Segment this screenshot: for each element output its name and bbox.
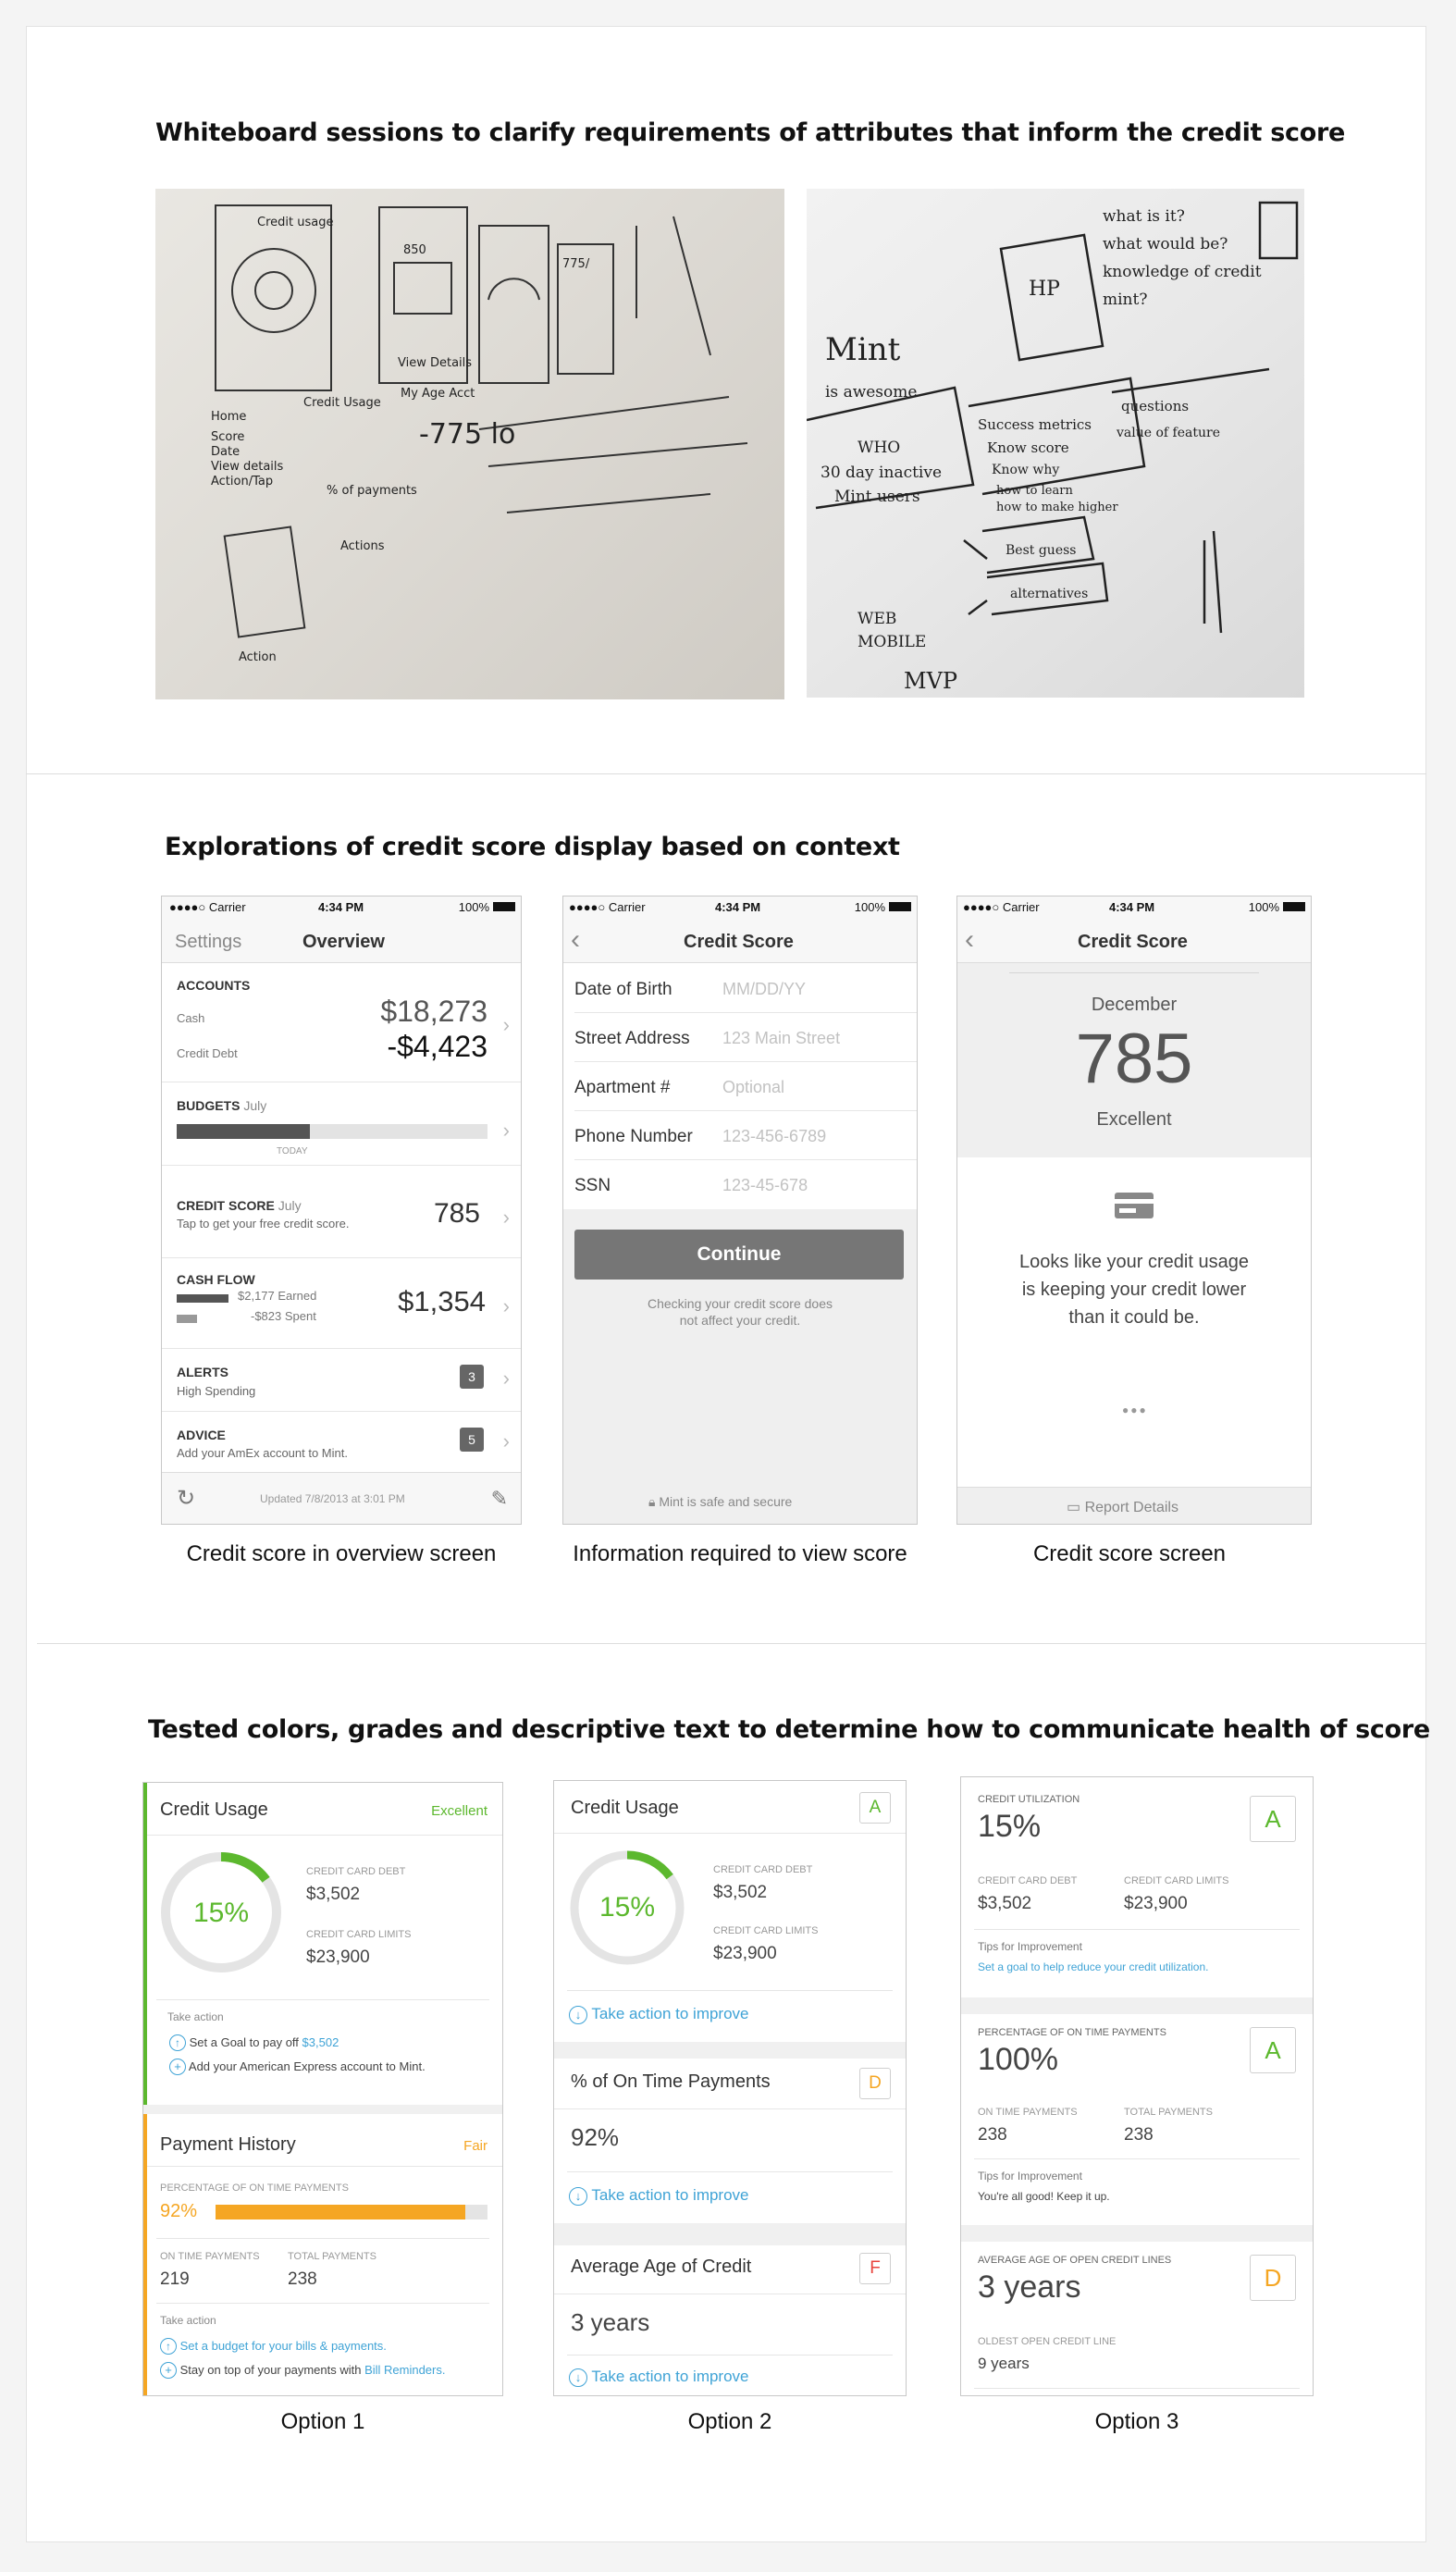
- sketch-dial-inner-1: [255, 272, 292, 309]
- divider: [162, 1348, 521, 1349]
- wb2-note-14: how to make higher: [996, 501, 1118, 514]
- alerts-badge[interactable]: 3: [460, 1365, 484, 1389]
- sketch-phone-3: [479, 226, 549, 383]
- status-bar: [563, 896, 917, 917]
- o3-limit-label: CREDIT CARD LIMITS: [1124, 1875, 1229, 1886]
- score-message: [957, 1248, 1311, 1331]
- status-carrier: ●●●●○ Carrier: [963, 900, 1040, 914]
- caption-option-3: Option 3: [1094, 2409, 1179, 2434]
- advice-title: ADVICE: [177, 1428, 226, 1442]
- wb2-note-1: what is it?: [1103, 207, 1185, 226]
- phone-overview: [161, 896, 522, 1525]
- o1-action-2[interactable]: [169, 2059, 426, 2075]
- secure-text: Mint is safe and secure: [659, 1494, 793, 1509]
- o2-action-3[interactable]: [569, 2368, 749, 2387]
- section-divider-2: [37, 1643, 1426, 1644]
- divider: [574, 1012, 917, 1013]
- usage-accent-bar: [143, 1783, 147, 2112]
- advice-badge[interactable]: 5: [460, 1428, 484, 1452]
- o2-otp-value: 92%: [571, 2123, 620, 2151]
- status-time: 4:34 PM: [1109, 900, 1155, 914]
- o3-otp-label: ON TIME PAYMENTS: [978, 2107, 1078, 2118]
- section1-heading: Whiteboard sessions to clarify requirements of attributes that inform the credit score: [155, 118, 1346, 147]
- cf-spent: -$823 Spent: [251, 1309, 316, 1323]
- chevron-right-icon[interactable]: ›: [502, 1294, 510, 1317]
- divider: [567, 1990, 893, 1991]
- o1-limit-label: CREDIT CARD LIMITS: [306, 1929, 412, 1940]
- section-gap: [961, 2225, 1313, 2242]
- divider: [974, 1929, 1300, 1930]
- nav-title: Credit Score: [684, 932, 794, 952]
- phone-credit-form: [562, 896, 918, 1525]
- status-carrier: ●●●●○ Carrier: [169, 900, 246, 914]
- credit-score-row[interactable]: [177, 1198, 302, 1213]
- whiteboard-sketch-1: [155, 189, 784, 699]
- document-icon: ▭: [1067, 1500, 1081, 1515]
- wb1-note-4: Home: [211, 410, 247, 424]
- dob-input[interactable]: MM/DD/YY: [722, 980, 806, 998]
- o1-otp-value: 219: [160, 2269, 190, 2289]
- back-chevron-icon[interactable]: ‹: [965, 924, 974, 955]
- divider: [156, 2238, 489, 2239]
- accounts-title: ACCOUNTS: [177, 978, 251, 993]
- wb1-note-5: Score: [211, 430, 245, 444]
- battery-icon: [889, 902, 911, 911]
- o3-tp-value: 238: [1124, 2125, 1154, 2145]
- sketch-lines: [479, 397, 747, 513]
- o2-action-1-label: Take action to improve: [591, 2005, 749, 2022]
- status-carrier: ●●●●○ Carrier: [569, 900, 646, 914]
- sketch-vertical: [1204, 531, 1221, 633]
- budgets-row[interactable]: [177, 1098, 266, 1113]
- advice-sub: Add your AmEx account to Mint.: [177, 1446, 348, 1460]
- score-rating: Excellent: [1096, 1109, 1172, 1130]
- section-gap: [554, 2223, 906, 2245]
- cash-value: $18,273: [380, 995, 487, 1028]
- cs-value: 785: [433, 1198, 480, 1229]
- o2-age-value: 3 years: [571, 2308, 650, 2336]
- o1-take-action-2: Take action: [160, 2314, 216, 2327]
- o3-tips-2: You're all good! Keep it up.: [978, 2190, 1110, 2203]
- wb2-note-5: Mint: [825, 331, 901, 368]
- form-note-1: Checking your credit score does: [648, 1296, 833, 1311]
- street-label: Street Address: [574, 1029, 690, 1048]
- wb1-note-9: Credit Usage: [303, 396, 381, 410]
- o1-take-action: Take action: [167, 2010, 224, 2023]
- report-details-link[interactable]: [1067, 1498, 1178, 1516]
- phone-label: Phone Number: [574, 1127, 693, 1146]
- o3-otp-value: 238: [978, 2125, 1007, 2145]
- o1-b2-link[interactable]: Bill Reminders.: [364, 2363, 446, 2377]
- status-bar: [957, 896, 1311, 917]
- divider: [162, 1165, 521, 1166]
- lock-icon: 🔒︎: [648, 1494, 656, 1509]
- ssn-input[interactable]: 123-45-678: [722, 1176, 808, 1194]
- o1-action-3[interactable]: [160, 2338, 387, 2355]
- secure-row: [648, 1494, 792, 1510]
- form-note-2: not affect your credit.: [679, 1313, 801, 1328]
- wb2-note-8: 30 day inactive: [821, 464, 943, 482]
- divider: [567, 2355, 893, 2356]
- battery-icon: [1283, 902, 1305, 911]
- sketch-phone-5: [225, 527, 305, 637]
- wb1-note-2: 850: [403, 243, 426, 257]
- wb2-note-9: Mint users: [834, 488, 920, 506]
- divider: [156, 2303, 489, 2304]
- section-divider-1: [26, 773, 1426, 774]
- o2-action-2[interactable]: [569, 2186, 749, 2206]
- wb1-note-6: Date: [211, 445, 241, 459]
- arrow-up-icon: ↑: [160, 2338, 177, 2355]
- o1-cu-pct: 15%: [192, 1898, 250, 1928]
- updated-text: Updated 7/8/2013 at 3:01 PM: [260, 1492, 405, 1505]
- option2-panel: [553, 1780, 907, 2396]
- o1-tp-label: TOTAL PAYMENTS: [288, 2251, 376, 2262]
- o3-util-grade: A: [1250, 1796, 1296, 1842]
- caption-overview: Credit score in overview screen: [186, 1541, 497, 1566]
- sketch-gauge-3: [488, 278, 539, 300]
- o3-old-value: 9 years: [978, 2355, 1030, 2372]
- wb1-note-8: Action/Tap: [211, 475, 274, 488]
- wb2-note-16: value of feature: [1117, 426, 1220, 440]
- cf-earned: $2,177 Earned: [238, 1289, 317, 1303]
- divider: [162, 1257, 521, 1258]
- wb1-note-7: View details: [211, 460, 284, 474]
- section2-heading: Explorations of credit score display based on context: [165, 833, 900, 861]
- chevron-right-icon[interactable]: ›: [502, 1013, 510, 1036]
- o1-ph-title: Payment History: [160, 2134, 296, 2155]
- status-battery: 100%: [854, 900, 885, 914]
- page-indicator[interactable]: ●●●: [1122, 1403, 1148, 1416]
- nav-title: Credit Score: [1078, 932, 1188, 952]
- wb2-note-15: questions: [1121, 398, 1190, 414]
- divider: [156, 1999, 489, 2000]
- earned-bar: [177, 1294, 228, 1303]
- o3-pct-grade: A: [1250, 2027, 1296, 2073]
- phone-input[interactable]: 123-456-6789: [722, 1127, 827, 1145]
- status-time: 4:34 PM: [318, 900, 364, 914]
- o3-util-value: 15%: [978, 1809, 1042, 1844]
- budgets-month: July: [243, 1098, 267, 1113]
- payment-accent-bar: [143, 2114, 147, 2396]
- o1-cu-rating: Excellent: [431, 1803, 487, 1819]
- o2-cu-title: Credit Usage: [571, 1798, 679, 1818]
- o1-debt-value: $3,502: [306, 1885, 361, 1904]
- o1-ph-rating: Fair: [463, 2138, 487, 2154]
- cs-title: CREDIT SCORE: [177, 1198, 275, 1213]
- battery-icon: [493, 902, 515, 911]
- budgets-title: BUDGETS: [177, 1098, 241, 1113]
- o1-pct-value: 92%: [160, 2201, 198, 2221]
- wb1-note-12: -775 lo: [419, 418, 516, 451]
- cs-subtitle: Tap to get your free credit score.: [177, 1217, 350, 1230]
- section-gap: [961, 1997, 1313, 2014]
- divider: [574, 1110, 917, 1111]
- o3-old-label: OLDEST OPEN CREDIT LINE: [978, 2336, 1117, 2347]
- o3-tips-1[interactable]: [978, 1960, 1208, 1973]
- sketch-lines-2: [636, 216, 710, 355]
- refresh-icon[interactable]: ↻: [177, 1486, 196, 1511]
- o1-tp-value: 238: [288, 2269, 317, 2289]
- wb1-note-14: Actions: [340, 539, 385, 553]
- caption-form: Information required to view score: [573, 1541, 907, 1566]
- o3-debt-value: $3,502: [978, 1894, 1032, 1913]
- o3-tips-label: Tips for Improvement: [978, 1940, 1082, 1953]
- o1-debt-label: CREDIT CARD DEBT: [306, 1866, 406, 1877]
- o2-otp-title: % of On Time Payments: [571, 2071, 771, 2092]
- divider: [147, 2166, 502, 2167]
- o2-age-grade: F: [859, 2253, 891, 2284]
- form-fields: [563, 963, 917, 1209]
- status-battery: 100%: [1248, 900, 1279, 914]
- chevron-right-icon[interactable]: ›: [502, 1429, 510, 1453]
- debt-label: Credit Debt: [177, 1046, 238, 1060]
- o1-limit-value: $23,900: [306, 1948, 370, 1967]
- o2-limit-value: $23,900: [713, 1944, 777, 1963]
- o2-action-1[interactable]: [569, 2005, 749, 2024]
- sketch-dial-1: [232, 249, 315, 332]
- o3-age-label: AVERAGE AGE OF OPEN CREDIT LINES: [978, 2255, 1172, 2266]
- o2-age-title: Average Age of Credit: [571, 2257, 752, 2277]
- back-chevron-icon[interactable]: ‹: [571, 924, 580, 955]
- wb2-note-21: alternatives: [1010, 587, 1089, 601]
- report-details-label: Report Details: [1084, 1500, 1178, 1515]
- wb2-note-10: Success metrics: [978, 416, 1092, 433]
- dob-label: Date of Birth: [574, 980, 672, 999]
- sketch-box-2: [394, 263, 451, 314]
- o2-limit-label: CREDIT CARD LIMITS: [713, 1925, 819, 1936]
- o3-tp-label: TOTAL PAYMENTS: [1124, 2107, 1213, 2118]
- divider: [554, 1833, 906, 1834]
- wb1-note-15: Action: [239, 650, 277, 664]
- o3-age-value: 3 years: [978, 2269, 1081, 2305]
- o1-a2-text: Add your American Express account to Mint.: [188, 2059, 426, 2073]
- divider: [974, 2388, 1300, 2389]
- divider: [162, 1411, 521, 1412]
- arrow-down-icon: ↓: [569, 2187, 587, 2206]
- status-bar: [162, 896, 521, 917]
- sketch-corner-box: [1260, 203, 1297, 258]
- alerts-title: ALERTS: [177, 1365, 228, 1379]
- wb2-note-18: MOBILE: [858, 633, 927, 651]
- o3-pct-label: PERCENTAGE OF ON TIME PAYMENTS: [978, 2027, 1166, 2038]
- sketch-connectors: [964, 540, 987, 614]
- cf-value: $1,354: [398, 1285, 486, 1317]
- wb2-note-11: Know score: [987, 439, 1069, 456]
- divider: [147, 1835, 502, 1836]
- budget-bar: [177, 1124, 487, 1139]
- wb2-note-6: is awesome: [825, 383, 918, 402]
- chevron-right-icon[interactable]: ›: [502, 1119, 510, 1142]
- o1-payment-bar: [216, 2205, 487, 2220]
- o1-a1-link[interactable]: $3,502: [302, 2035, 339, 2049]
- o1-payment-bar-fill: [216, 2205, 465, 2220]
- whiteboard-photo-1: [155, 189, 784, 699]
- wb2-note-17: WEB: [858, 610, 897, 628]
- wb1-note-1: Credit usage: [257, 216, 334, 229]
- o1-pct-label: PERCENTAGE OF ON TIME PAYMENTS: [160, 2182, 349, 2194]
- apt-input[interactable]: Optional: [722, 1078, 785, 1096]
- credit-card-icon: [1115, 1193, 1154, 1218]
- arrow-down-icon: ↓: [569, 2006, 587, 2024]
- arrow-up-icon: ↑: [169, 2034, 186, 2051]
- o3-util-label: CREDIT UTILIZATION: [978, 1794, 1080, 1805]
- wb1-note-10: % of payments: [327, 484, 417, 498]
- option3-panel: [960, 1776, 1314, 2396]
- score-msg-2: is keeping your credit lower: [1021, 1280, 1247, 1300]
- sketch-line: [1112, 369, 1269, 392]
- o2-action-3-label: Take action to improve: [591, 2368, 749, 2385]
- budget-bar-fill: [177, 1124, 310, 1139]
- settings-button[interactable]: Settings: [175, 932, 242, 952]
- wb1-note-3: 775/: [562, 257, 590, 271]
- score-msg-1: Looks like your credit usage: [1019, 1252, 1249, 1272]
- o2-otp-grade: D: [859, 2068, 891, 2099]
- caption-option-1: Option 1: [280, 2409, 365, 2434]
- section-gap: [143, 2105, 502, 2114]
- o1-b2-text: Stay on top of your payments with: [179, 2363, 365, 2377]
- o1-a1-text: Set a Goal to pay off: [189, 2035, 302, 2049]
- divider: [1009, 972, 1259, 973]
- cs-month: July: [278, 1198, 302, 1213]
- divider: [567, 2171, 893, 2172]
- apt-label: Apartment #: [574, 1078, 671, 1097]
- o1-cu-title: Credit Usage: [160, 1799, 268, 1820]
- score-month: December: [1091, 995, 1178, 1015]
- option1-panel: [142, 1782, 503, 2396]
- o2-cu-pct: 15%: [598, 1892, 656, 1923]
- o2-cu-grade: A: [859, 1792, 891, 1824]
- ssn-label: SSN: [574, 1176, 611, 1195]
- compose-icon[interactable]: ✎: [490, 1487, 508, 1510]
- score-hero: [957, 963, 1311, 1157]
- plus-icon: +: [169, 2059, 186, 2075]
- spent-bar: [177, 1315, 197, 1323]
- whiteboard-sketch-2: [807, 189, 1304, 698]
- today-marker: TODAY: [277, 1146, 308, 1156]
- wb2-note-4: mint?: [1103, 291, 1148, 309]
- o3-tips-1-link[interactable]: Set a goal to help reduce your credit utilization.: [978, 1960, 1209, 1973]
- o2-action-2-label: Take action to improve: [591, 2186, 749, 2204]
- o1-action-1[interactable]: [169, 2034, 339, 2051]
- divider: [574, 1159, 917, 1160]
- nav-title: Overview: [302, 932, 385, 952]
- wb2-note-20: Best guess: [1006, 543, 1077, 558]
- o1-b1-link[interactable]: Set a budget for your bills & payments.: [179, 2339, 387, 2353]
- wb2-note-19: MVP: [904, 668, 958, 694]
- score-msg-3: than it could be.: [1068, 1307, 1200, 1328]
- divider: [574, 1061, 917, 1062]
- o1-otp-label: ON TIME PAYMENTS: [160, 2251, 260, 2262]
- status-time: 4:34 PM: [715, 900, 761, 914]
- section-gap: [554, 2042, 906, 2059]
- wb2-note-22: HP: [1029, 278, 1060, 301]
- wb2-note-2: what would be?: [1103, 235, 1228, 253]
- wb1-note-13: View Details: [398, 356, 473, 370]
- score-value: 785: [1075, 1020, 1193, 1098]
- wb2-note-12: Know why: [992, 463, 1060, 477]
- wb2-note-13: how to learn: [996, 484, 1073, 498]
- debt-value: -$4,423: [387, 1030, 487, 1063]
- divider: [974, 2158, 1300, 2159]
- o2-debt-value: $3,502: [713, 1883, 768, 1902]
- wb1-note-11: My Age Acct: [401, 387, 475, 401]
- chevron-right-icon[interactable]: ›: [502, 1366, 510, 1390]
- phone-credit-score: [956, 896, 1312, 1525]
- o2-debt-label: CREDIT CARD DEBT: [713, 1864, 813, 1875]
- cashflow-title: CASH FLOW: [177, 1272, 255, 1287]
- cash-label: Cash: [177, 1011, 205, 1025]
- continue-button[interactable]: Continue: [574, 1230, 904, 1280]
- caption-option-2: Option 2: [687, 2409, 772, 2434]
- divider: [554, 2108, 906, 2109]
- o3-debt-label: CREDIT CARD DEBT: [978, 1875, 1078, 1886]
- alerts-sub: High Spending: [177, 1384, 256, 1398]
- o1-action-4[interactable]: [160, 2362, 445, 2379]
- wb2-note-7: WHO: [858, 439, 901, 457]
- status-battery: 100%: [458, 900, 489, 914]
- o3-tips-label-2: Tips for Improvement: [978, 2170, 1082, 2182]
- section3-heading: Tested colors, grades and descriptive text to determine how to communicate health of score: [148, 1715, 1430, 1744]
- o3-age-grade: D: [1250, 2255, 1296, 2301]
- caption-score: Credit score screen: [1032, 1541, 1227, 1566]
- wb2-note-3: knowledge of credit: [1103, 263, 1262, 281]
- chevron-right-icon[interactable]: ›: [502, 1206, 510, 1229]
- arrow-down-icon: ↓: [569, 2368, 587, 2387]
- street-input[interactable]: 123 Main Street: [722, 1029, 841, 1047]
- plus-icon: +: [160, 2362, 177, 2379]
- whiteboard-photo-2: [807, 189, 1304, 698]
- o3-limit-value: $23,900: [1124, 1894, 1188, 1913]
- o3-pct-value: 100%: [978, 2042, 1058, 2077]
